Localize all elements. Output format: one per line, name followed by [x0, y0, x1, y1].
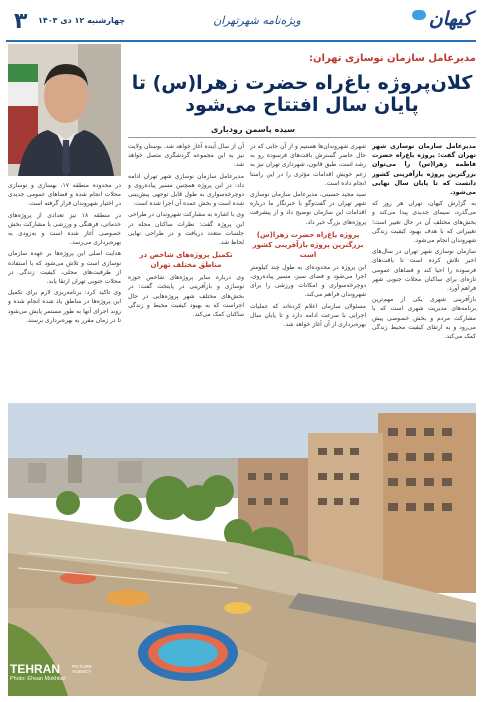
- paragraph: مسئولان سازمان اعلام کرده‌اند که عملیات اجرایی با سرعت ادامه دارد و تا پایان سال بهره‌برداری از آن آغاز خواهد شد.: [250, 302, 366, 329]
- paragraph: وی درباره سایر پروژه‌های شاخص حوزه نوسازی و بازآفرینی در پایتخت گفت: در بخش‌های مختلف شهر پروژه‌هایی در حال اجراست که به بهبود کیفیت محیط و زندگی ساکنان کمک می‌کند.: [128, 274, 244, 319]
- paragraph: شهری شهروندان‌ها هستیم و از آن جایی که در حال حاضر گسترش بافت‌های فرسوده رو به رشد است، طبق قانون، شهرداری تهران نیز به زعم خویش اقدامات مؤثری را در این راستا انجام داده است.: [250, 143, 366, 187]
- subheading: پروژه باغ‌راه حضرت زهرا(س) بزرگترین پروژه بازآفرینی کشور است: [252, 230, 364, 259]
- photographer-credit: Photo: Ehsan Mokhtari: [10, 676, 66, 682]
- paragraph: به گزارش کیهان، تهران هر روز که می‌گذرد، سیمای جدیدی پیدا می‌کند و بخش‌های مختلف آن در حال تغییر است؛ تغییراتی که با هدف بهبود کیفیت زندگی شهروندان انجام می‌شود.: [372, 200, 476, 245]
- title-divider: [128, 137, 476, 138]
- newspaper-logo: [410, 8, 472, 38]
- paragraph: در منطقه ۱۸ نیز تعدادی از پروژه‌های خدماتی، فرهنگی و ورزشی با مشارکت بخش خصوصی آغاز شده است و به‌زودی به بهره‌برداری می‌رسد.: [8, 211, 121, 247]
- photo-agency-watermark: [10, 662, 100, 688]
- paragraph: هدایت اصلی این پروژه‌ها بر عهده سازمان نوسازی است و تلاش می‌شود که با استفاده از ظرفیت‌های محلی، کیفیت زندگی در محلات جنوبی تهران ارتقا یابد.: [8, 250, 121, 286]
- issue-date: چهارشنبه ۱۲ دی ۱۴۰۳: [38, 16, 126, 25]
- page-header: [6, 6, 476, 42]
- agency-logo-text: TEHRAN: [10, 662, 60, 676]
- column-3: [128, 142, 244, 399]
- paragraph: این پروژه در محدوده‌ای به طول چند کیلومتر اجرا می‌شود و فضای سبز، مسیر پیاده‌روی، دوچرخه‌سواری و امکانات ورزشی را برای شهروندان فراهم می‌کند.: [250, 263, 366, 299]
- paragraph: سازمان نوسازی شهر تهران در سال‌های اخیر تلاش کرده است تا بافت‌های فرسوده را احیا کند و فضاهای عمومی تازه‌ای برای ساکنان محلات جنوبی شهر فراهم آورد.: [372, 248, 476, 293]
- agency-side-text: PICTURE AGENCY: [72, 664, 92, 674]
- logo-text: کیهان: [428, 8, 472, 30]
- portrait-photo: [8, 44, 121, 176]
- article-byline: سیده یاسمن رودباری: [210, 125, 296, 134]
- column-2: [250, 142, 366, 399]
- page-number: ۳: [14, 9, 28, 34]
- paragraph: آن از سال آینده آغاز خواهد شد. بوستان ولایت نیز به این مجموعه گردشگری متصل خواهد شد.: [128, 143, 244, 169]
- article-lead: مدیرعامل سازمان نوسازی شهر تهران گفت: پروژه باغ‌راه حضرت فاطمه زهرا(س) را می‌توان بزرگترین پروژه بازآفرینی کشور دانست که تا پایان سال نهایی می‌شود.: [372, 143, 476, 197]
- paragraph: بازآفرینی شهری یکی از مهم‌ترین برنامه‌های مدیریت شهری است که با مشارکت مردم و بخش خصوصی پیش می‌رود و به ارتقای کیفیت محیط زندگی کمک می‌کند.: [372, 296, 476, 341]
- logo-badge-icon: [412, 10, 426, 20]
- paragraph: وی با اشاره به مشارکت شهروندان در طراحی این پروژه گفت: نظرات ساکنان محله در جلسات متعدد دریافت و در طراحی نهایی لحاظ شد.: [128, 211, 244, 247]
- paragraph: مدیرعامل سازمان نوسازی شهر تهران ادامه داد: در این پروژه همچنین مسیر پیاده‌روی و دوچرخه‌سواری به طول قابل توجهی پیش‌بینی شده است و بخش عمده آن اجرا شده است.: [128, 172, 244, 208]
- subheading: تکمیل پروژه‌های شاخص در مناطق مختلف تهران: [139, 251, 233, 270]
- paragraph: وی تاکید کرد: برنامه‌ریزی لازم برای تکمیل این پروژه‌ها در مناطق یاد شده انجام شده و روند اجرای آنها به طور مستمر پایش می‌شود تا در زمان مقرر به بهره‌برداری برسند.: [8, 289, 121, 324]
- supplement-title: ویژه‌نامه شهرتهران: [213, 14, 301, 27]
- article-kicker: مدیرعامل سازمان نوسازی تهران:: [309, 53, 476, 64]
- article-headline: کلان‌پروژه باغ‌راه حضرت زهرا(س) تا پایان سال افتتاح می‌شود: [131, 72, 473, 116]
- paragraph: سید مجید حسینی، مدیرعامل سازمان نوسازی شهر تهران در گفت‌وگو با خبرنگار ما درباره اقدامات این سازمان توضیح داد و از پیشرفت پروژه‌های بزرگ خبر داد.: [250, 191, 366, 226]
- column-1: [372, 142, 476, 399]
- park-aerial-photo: [8, 403, 476, 696]
- column-4: [8, 181, 121, 399]
- paragraph: در محدوده منطقه ۱۷، بهسازی و نوسازی محلات انجام شده و فضاهای عمومی جدیدی در اختیار شهروندان قرار گرفته است.: [8, 182, 121, 208]
